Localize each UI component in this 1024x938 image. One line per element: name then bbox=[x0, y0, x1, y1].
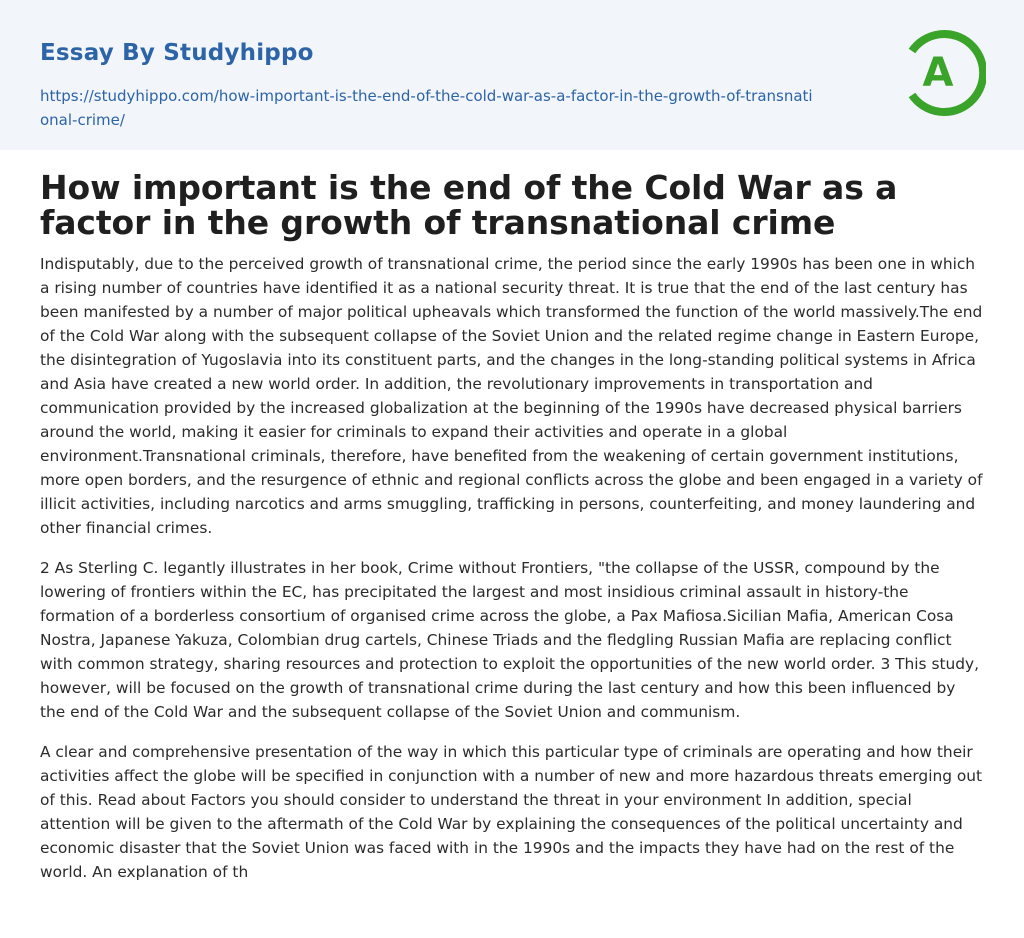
article-paragraph-3: A clear and comprehensive presentation of the way in which this particular type of criminals are operating and how their activities affect the globe will be specified in conjunction with a number of new and more hazardous threats emerging out of this. Read about Factors you should consider to understand the threat in your environment In addition, special attention will be given to the aftermath of the Cold War by explaining the consequences of the political uncertainty and economic disaster that the Soviet Union was faced with in the 1990s and the impacts they have had on the rest of the world. An explanation of th bbox=[40, 743, 983, 881]
logo-letter: A bbox=[922, 50, 954, 96]
site-header bbox=[0, 0, 1024, 150]
source-url-link[interactable]: https://studyhippo.com/how-important-is-the-end-of-the-cold-war-as-a-factor-in-the-growth-of-transnational-crime/ bbox=[40, 87, 813, 129]
article-paragraph-1: Indisputably, due to the perceived growth of transnational crime, the period since the early 1990s has been one in which a rising number of countries have identified it as a national security threat. It is true that the end of the last century has been manifested by a number of major political upheavals which transformed the function of the world massively.The end of the Cold War along with the subsequent collapse of the Soviet Union and the related regime change in Eastern Europe, the disintegration of Yugoslavia into its constituent parts, and the changes in the long-standing political systems in Africa and Asia have created a new world order. In addition, the revolutionary improvements in transportation and communication provided by the increased globalization at the beginning of the 1990s have decreased physical barriers around the world, making it easier for criminals to expand their activities and operate in a global environment.Transnational criminals, therefore, have benefited from the weakening of certain government institutions, more open borders, and the resurgence of ethnic and regional conflicts across the globe and been engaged in a variety of illicit activities, including narcotics and arms smuggling, trafficking in persons, counterfeiting, and money laundering and other financial crimes. bbox=[40, 255, 983, 537]
article-title: How important is the end of the Cold War as a factor in the growth of transnational crime bbox=[40, 168, 898, 242]
article bbox=[0, 150, 1024, 884]
studyhippo-logo-icon[interactable] bbox=[898, 29, 986, 117]
article-paragraph-2: 2 As Sterling C. legantly illustrates in her book, Crime without Frontiers, "the collapse of the USSR, compound by the lowering of frontiers within the EC, has precipitated the largest and most insidious criminal assault in history-the formation of a borderless consortium of organised crime across the globe, a Pax Mafiosa.Sicilian Mafia, American Cosa Nostra, Japanese Yakuza, Colombian drug cartels, Chinese Triads and the fledgling Russian Mafia are replacing conflict with common strategy, sharing resources and protection to exploit the opportunities of the new world order. 3 This study, however, will be focused on the growth of transnational crime during the last century and how this been influenced by the end of the Cold War and the subsequent collapse of the Soviet Union and communism. bbox=[40, 559, 980, 721]
brand-title[interactable]: Essay By Studyhippo bbox=[40, 40, 314, 66]
